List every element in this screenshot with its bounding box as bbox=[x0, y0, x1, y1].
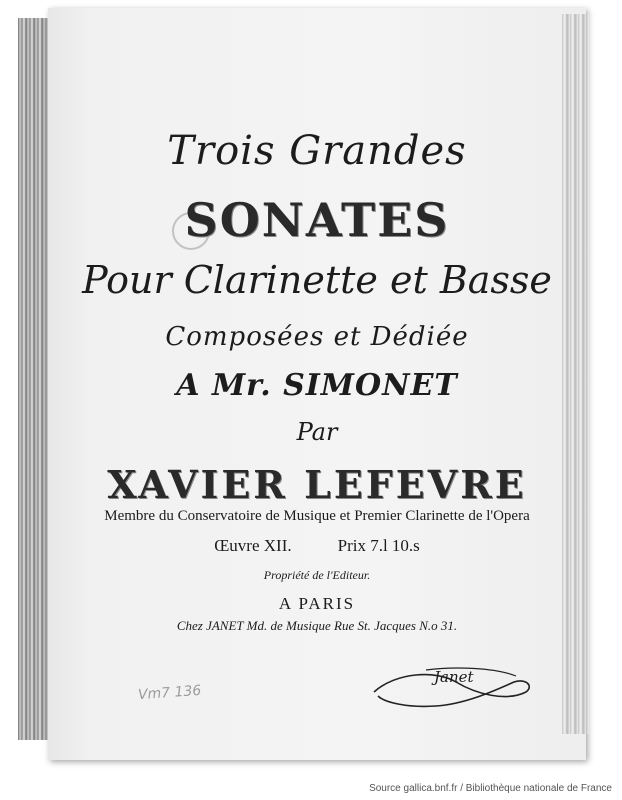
composed-line: Composées et Dédiée bbox=[165, 322, 469, 352]
price: Prix 7.l 10.s bbox=[337, 536, 420, 555]
property-note: Propriété de l'Editeur. bbox=[263, 568, 371, 582]
instrument-line: Pour Clarinette et Basse bbox=[82, 258, 552, 302]
city: A PARIS bbox=[278, 594, 356, 613]
publisher-line: Chez JANET Md. de Musique Rue St. Jacques N.o 31. bbox=[176, 618, 458, 633]
opus-number: Œuvre XII. bbox=[214, 536, 292, 555]
book-binding bbox=[18, 18, 52, 740]
publisher-signature: Janet bbox=[434, 668, 474, 686]
composer-name: XAVIER LEFEVRE bbox=[107, 462, 527, 507]
main-title: SONATES bbox=[184, 193, 450, 247]
title-line: Trois Grandes bbox=[167, 128, 467, 174]
opus-price-line bbox=[48, 536, 586, 556]
dedicatee-line: A Mr. SIMONET bbox=[176, 368, 458, 403]
affiliation-line: Membre du Conservatoire de Musique et Premier Clarinette de l'Opera bbox=[104, 508, 530, 524]
by-line: Par bbox=[296, 418, 338, 446]
shelfmark: Vm7 136 bbox=[137, 682, 202, 704]
source-credit: Source gallica.bnf.fr / Bibliothèque nationale de France bbox=[369, 783, 612, 794]
